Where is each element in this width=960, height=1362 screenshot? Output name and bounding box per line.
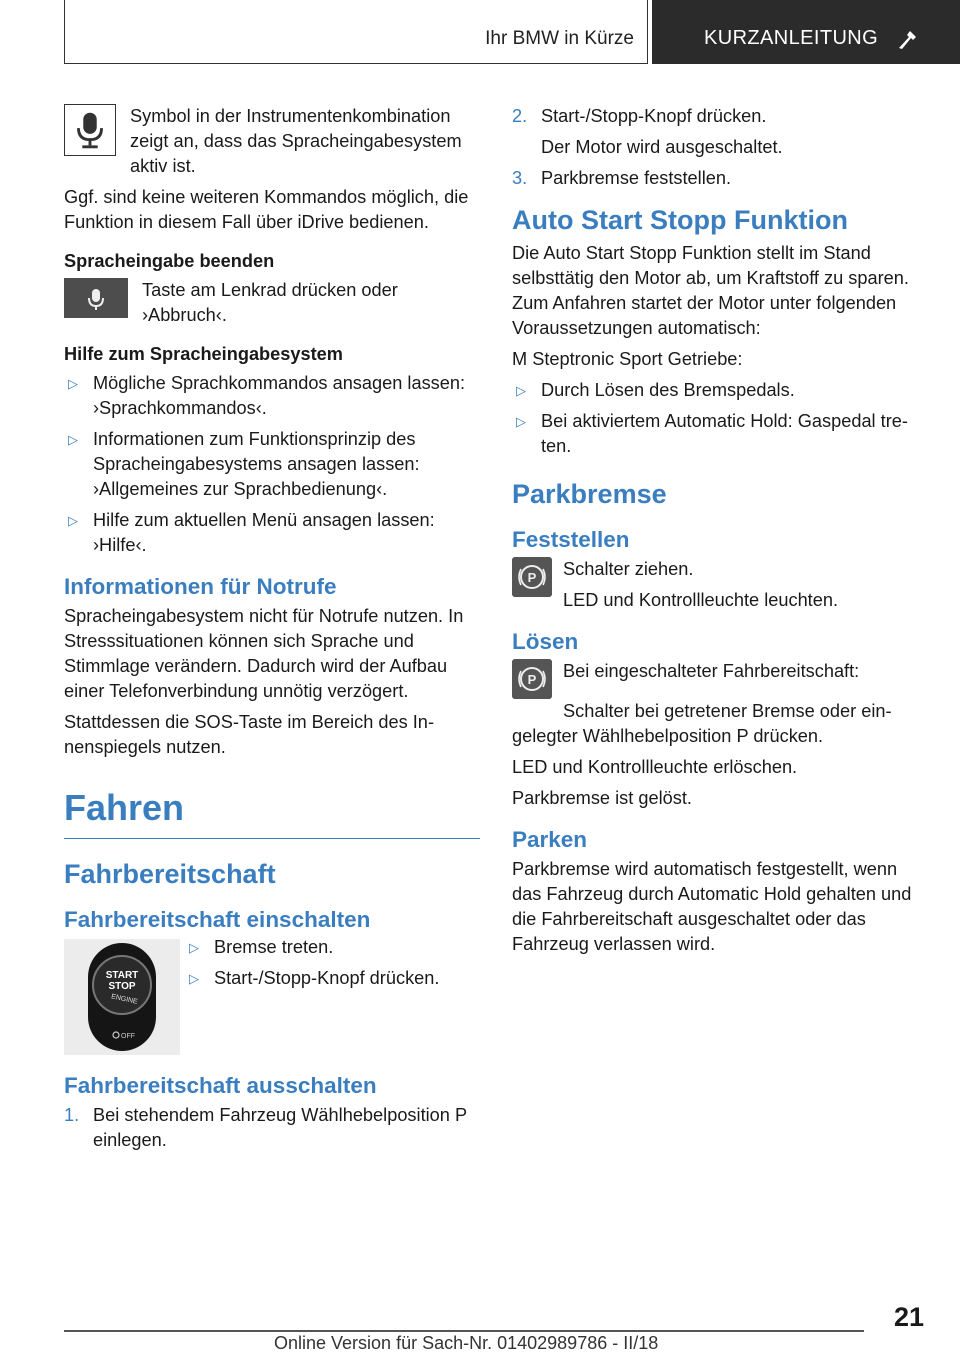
parking-brake-icon (512, 659, 552, 699)
apply-heading: Feststellen (512, 527, 630, 552)
end-voice-row (64, 278, 480, 328)
triangle-bullet-icon: ▷ (189, 940, 199, 955)
triangle-bullet-icon: ▷ (516, 414, 526, 429)
footer-divider (64, 1330, 864, 1332)
list-item: 1. Bei stehendem Fahrzeug Wählhebelposition P einlegen. (64, 1105, 467, 1150)
release-led: LED und Kontrollleuchte erlöschen. (512, 757, 798, 777)
header-section-title: Ihr BMW in Kürze (485, 28, 634, 49)
end-voice-heading: Spracheingabe beenden (64, 251, 275, 271)
svg-text:P: P (527, 672, 537, 687)
apply-row (512, 557, 930, 613)
readiness-on-heading: Fahrbereitschaft einschalten (64, 907, 371, 932)
release-done: Parkbremse ist gelöst. (512, 788, 692, 808)
emergency-text-2: Stattdessen die SOS-Taste im Bereich des Innenspiegels nutzen. (64, 712, 434, 757)
left-column (64, 104, 480, 1159)
svg-text:START: START (105, 970, 139, 981)
right-column (512, 104, 930, 963)
list-item: ▷ Start-/Stopp-Knopf drücken. (185, 966, 439, 991)
mic-info-text: Symbol in der Instrumentenkombination zeigt an, dass das Spracheingabesystem aktiv ist. (130, 106, 462, 176)
parking-text: Parkbremse wird automatisch festgestellt, wenn das Fahrzeug durch Automatic Hold gehalten und die Fahrbereitschaft ausgeschaltet oder das Fahrzeug verlassen wird. (512, 859, 912, 954)
auto-start-list (512, 378, 930, 459)
emergency-heading: Informationen für Notrufe (64, 574, 337, 599)
emergency-text-1: Spracheingabesystem nicht für Notrufe nutzen. In Stresssituationen können sich Sprache und Stimmlage verändern. Dadurch wird der Aufbau einer Telefonverbindung unnötig verzögert. (64, 606, 464, 701)
triangle-bullet-icon: ▷ (189, 971, 199, 986)
release-condition: Bei eingeschalteter Fahrbereitschaft: (563, 661, 860, 681)
header-chapter-label: KURZANLEITUNG (704, 27, 879, 49)
auto-start-stop-text: Die Auto Start Stopp Funktion stellt im Stand selbsttätig den Motor ab, um Kraftstoff zu sparen. Zum Anfahren startet der Motor unter folgenden Voraussetzungen automatisch: (512, 243, 909, 338)
triangle-bullet-icon: ▷ (516, 383, 526, 398)
svg-text:OFF: OFF (121, 1033, 135, 1040)
auto-start-stop-heading: Auto Start Stopp Funktion (512, 205, 848, 235)
list-item: ▷ Mögliche Sprachkommandos ansagen lassen: ›Sprachkommandos‹. (68, 373, 466, 418)
list-item: 2. Start-/Stopp-Knopf drücken. Der Motor wird ausgeschaltet. (512, 104, 930, 160)
commands-note: Ggf. sind keine weiteren Kommandos möglich, die Funktion in diesem Fall über iDrive bedienen. (64, 187, 469, 232)
end-voice-text: Taste am Lenkrad drücken oder ›Abbruch‹. (142, 280, 398, 325)
page-number: 21 (894, 1302, 925, 1332)
microphone-icon (64, 104, 116, 156)
readiness-off-steps (64, 1103, 480, 1153)
readiness-off-steps-continued (512, 104, 930, 191)
list-item: ▷ Bremse treten. (185, 935, 439, 960)
parking-brake-icon (512, 557, 552, 597)
svg-text:P: P (527, 570, 537, 585)
triangle-bullet-icon: ▷ (68, 513, 78, 528)
release-row (512, 659, 930, 699)
apply-step-1: Schalter ziehen. (563, 559, 694, 579)
driving-heading: Fahren (64, 786, 480, 839)
list-item: 3. Parkbremse feststellen. (512, 168, 732, 188)
readiness-off-heading: Fahrbereitschaft ausschalten (64, 1073, 377, 1098)
readiness-on-list (185, 935, 439, 997)
triangle-bullet-icon: ▷ (68, 376, 78, 391)
wrench-tools-icon (897, 28, 919, 52)
list-item: ▷ Hilfe zum aktuellen Menü ansagen lassen: ›Hilfe‹. (68, 510, 435, 555)
parking-heading: Parken (512, 827, 588, 852)
release-heading: Lösen (512, 629, 579, 654)
readiness-heading: Fahrbereitschaft (64, 859, 276, 889)
svg-text:ENGINE: ENGINE (110, 993, 139, 1006)
gearbox-label: M Steptronic Sport Getriebe: (512, 349, 743, 369)
list-item: ▷ Bei aktiviertem Automatic Hold: Gaspedal treten. (516, 411, 908, 456)
footer-online-version: Online Version für Sach-Nr. 01402989786 - II/18 (274, 1333, 659, 1353)
parking-brake-heading: Parkbremse (512, 479, 667, 509)
help-heading: Hilfe zum Spracheingabesystem (64, 344, 343, 364)
header-chapter-tab (652, 0, 960, 64)
apply-step-2: LED und Kontrollleuchte leuchten. (563, 590, 839, 610)
readiness-on-block (64, 939, 480, 1057)
list-item: ▷ Informationen zum Funktionsprinzip des Spracheingabesystems ansagen lassen: ›Allgemeines zur Sprachbedienung‹. (68, 429, 420, 499)
list-item: ▷ Durch Lösen des Bremspedals. (512, 378, 930, 403)
mic-info-row (64, 104, 480, 179)
svg-text:STOP: STOP (108, 981, 136, 992)
start-stop-button-icon (64, 939, 180, 1055)
step-note: Der Motor wird ausgeschaltet. (541, 137, 783, 157)
triangle-bullet-icon: ▷ (68, 432, 78, 447)
steering-voice-button-icon (64, 278, 128, 318)
release-step: Schalter bei getretener Bremse oder eingelegter Wählhebelposition P drücken. (512, 701, 892, 746)
help-list (64, 371, 480, 558)
